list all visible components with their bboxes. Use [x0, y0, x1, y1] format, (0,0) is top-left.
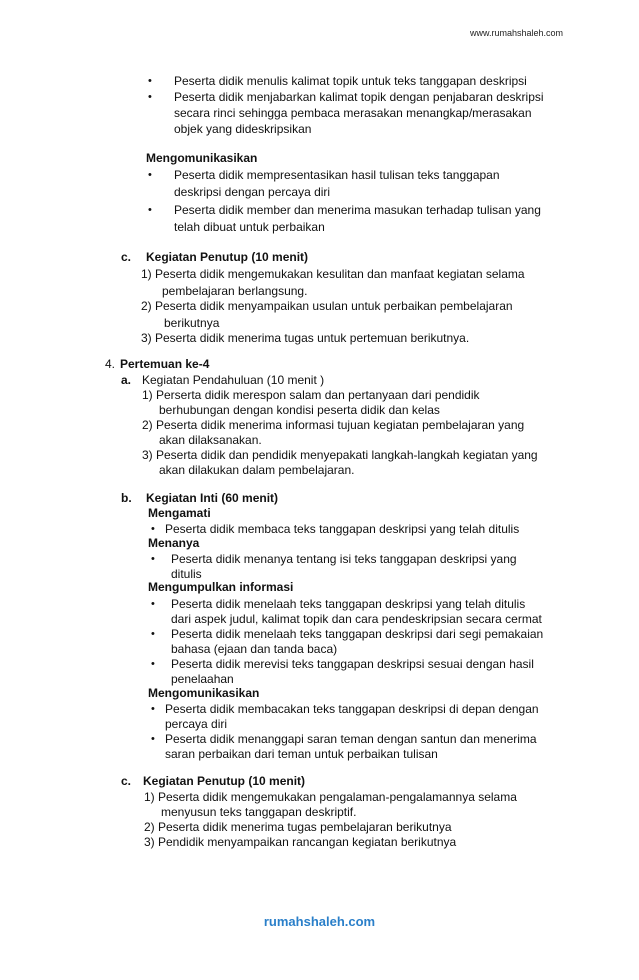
header-url: www.rumahshaleh.com — [469, 28, 563, 38]
list-item: 2) Peserta didik menyampaikan usulan untuk perbaikan pembelajaran — [141, 299, 513, 313]
list-item: 2) Peserta didik menerima informasi tujuan kegiatan pembelajaran yang — [142, 418, 525, 432]
list-item: Peserta didik menelaah teks tanggapan deskripsi yang telah ditulis — [171, 597, 526, 611]
list-item-cont: berhubungan dengan kondisi peserta didik dan kelas — [159, 403, 440, 417]
list-item-cont: berikutnya — [164, 316, 220, 330]
list-item: Peserta didik menjabarkan kalimat topik dengan penjabaran deskripsi — [174, 90, 544, 104]
bullet-icon: • — [151, 658, 155, 670]
bullet-icon: • — [148, 169, 152, 181]
list-item: Peserta didik membaca teks tanggapan deskripsi yang telah ditulis — [165, 522, 520, 536]
list-item-cont: telah dibuat untuk perbaikan — [174, 220, 325, 234]
sub-heading: Menanya — [148, 536, 200, 550]
list-item: Peserta didik member dan menerima masukan terhadap tulisan yang — [174, 203, 541, 217]
list-item-cont: akan dilakukan dalam pembelajaran. — [159, 463, 355, 477]
list-item: 3) Peserta didik menerima tugas untuk pertemuan berikutnya. — [141, 331, 470, 345]
list-item-cont: secara rinci sehingga pembaca merasakan menangkap/merasakan — [174, 106, 532, 120]
section-heading: Kegiatan Pendahuluan (10 menit ) — [142, 373, 325, 387]
section-letter: b. — [121, 491, 132, 505]
sub-heading: Mengamati — [148, 506, 211, 520]
list-item-cont: dari aspek judul, kalimat topik dan cara pendeskripsian secara cermat — [171, 612, 542, 626]
section-letter: a. — [121, 373, 132, 387]
list-item: Peserta didik menanya tentang isi teks tanggapan deskripsi yang — [171, 552, 517, 566]
sub-heading: Mengumpulkan informasi — [148, 580, 294, 594]
list-item: 1) Peserta didik mengemukakan kesulitan dan manfaat kegiatan selama — [141, 267, 525, 281]
list-item: Peserta didik menelaah teks tanggapan deskripsi dari segi pemakaian — [171, 627, 544, 641]
list-item-cont: menyusun teks tanggapan deskriptif. — [161, 805, 357, 819]
list-item-cont: deskripsi dengan percaya diri — [174, 185, 331, 199]
footer-url: rumahshaleh.com — [263, 914, 376, 929]
bullet-icon: • — [151, 628, 155, 640]
bullet-icon: • — [151, 523, 155, 535]
list-item: Peserta didik membacakan teks tanggapan deskripsi di depan dengan — [165, 702, 539, 716]
section-number: 4. — [105, 357, 116, 371]
bullet-icon: • — [148, 91, 152, 103]
bullet-icon: • — [148, 75, 152, 87]
list-item: 3) Peserta didik dan pendidik menyepakati langkah-langkah kegiatan yang — [142, 448, 538, 462]
bullet-icon: • — [151, 598, 155, 610]
list-item-cont: ditulis — [171, 567, 202, 581]
section-heading: Pertemuan ke-4 — [120, 357, 210, 371]
bullet-icon: • — [151, 553, 155, 565]
bullet-icon: • — [151, 733, 155, 745]
list-item: Peserta didik menanggapi saran teman dengan santun dan menerima — [165, 732, 537, 746]
list-item: 1) Perserta didik merespon salam dan pertanyaan dari pendidik — [142, 388, 480, 402]
list-item-cont: objek yang dideskripsikan — [174, 122, 312, 136]
section-heading: Kegiatan Inti (60 menit) — [146, 491, 279, 505]
list-item-cont: percaya diri — [165, 717, 228, 731]
section-heading: Kegiatan Penutup (10 menit) — [143, 774, 306, 788]
list-item: 1) Peserta didik mengemukakan pengalaman-pengalamannya selama — [144, 790, 517, 804]
bullet-icon: • — [148, 204, 152, 216]
section-heading: Kegiatan Penutup (10 menit) — [146, 250, 309, 264]
list-item-cont: saran perbaikan dari teman untuk perbaikan tulisan — [165, 747, 438, 761]
section-letter: c. — [121, 250, 132, 264]
list-item: 2) Peserta didik menerima tugas pembelajaran berikutnya — [144, 820, 452, 834]
list-item: Peserta didik mempresentasikan hasil tulisan teks tanggapan — [174, 168, 500, 182]
list-item-cont: pembelajaran berlangsung. — [162, 284, 308, 298]
bullet-icon: • — [151, 703, 155, 715]
list-item-cont: bahasa (ejaan dan tanda baca) — [171, 642, 338, 656]
list-item: Peserta didik merevisi teks tanggapan deskripsi sesuai dengan hasil — [171, 657, 534, 671]
list-item-cont: akan dilaksanakan. — [159, 433, 262, 447]
list-item-cont: penelaahan — [171, 672, 234, 686]
sub-heading: Mengomunikasikan — [148, 686, 260, 700]
section-heading: Mengomunikasikan — [146, 151, 258, 165]
list-item: Peserta didik menulis kalimat topik untuk teks tanggapan deskripsi — [174, 74, 527, 88]
list-item: 3) Pendidik menyampaikan rancangan kegiatan berikutnya — [144, 835, 457, 849]
section-letter: c. — [121, 774, 132, 788]
